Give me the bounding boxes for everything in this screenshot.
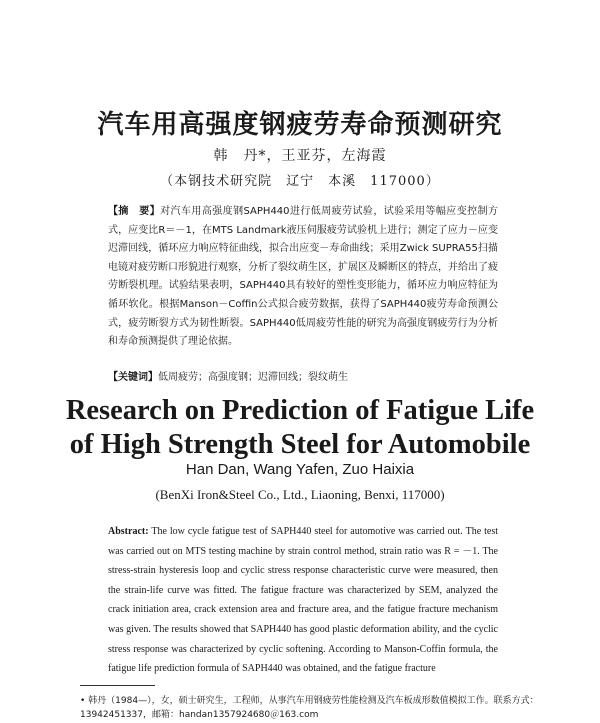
footnote-divider bbox=[80, 685, 155, 686]
chinese-affiliation: （本钢技术研究院 辽宁 本溪 117000） bbox=[160, 174, 440, 189]
chinese-abstract-label: 【摘 要】 bbox=[108, 206, 161, 217]
english-abstract-text: The low cycle fatigue test of SAPH440 steel for automotive was carried out. The test was carried out on MTS testing machine by strain control method, strain ratio was R = －1. The stress-strain hysteresis loop and cyclic stress response characteristic curve were measured, then the strain-life curve was fitted. The fatigue fracture was characterized by SEM, analyzed the crack initiation area, crack extension area and fracture area, and the fatigue fracture mechanism was given. The results showed that SAPH440 has good plastic deformation ability, and the cyclic stress response was characterized by cyclic softening. According to Manson-Coffin formula, the fatigue life prediction formula of SAPH440 was obtained, and the fatigue fracture bbox=[108, 526, 498, 675]
english-abstract bbox=[108, 522, 498, 679]
chinese-keywords bbox=[108, 369, 498, 387]
english-authors: Han Dan, Wang Yafen, Zuo Haixia bbox=[185, 461, 415, 478]
english-title bbox=[0, 394, 600, 462]
chinese-abstract bbox=[108, 203, 498, 352]
chinese-abstract-text: 对汽车用高强度钢SAPH440进行低周疲劳试验，试验采用等幅应变控制方式，应变比R＝－1，在MTS Landmark液压伺服疲劳试验机上进行；测定了应力－应变迟滞回线，循环应力响应特征曲线，拟合出应变－寿命曲线；采用Zwick SUPRA55扫描电镜对疲劳断口形貌进行观察，分析了裂纹萌生区，扩展区及瞬断区的特点，并给出了疲劳断裂机理。试验结果表明，SAPH440具有较好的塑性变形能力，循环应力响应特征为循环软化。根据Manson－Coffin公式拟合疲劳数据，获得了SAPH440疲劳寿命预测公式，疲劳断裂方式为韧性断裂。SAPH440低周疲劳性能的研究为高强度钢疲劳行为分析和寿命预测提供了理论依据。 bbox=[108, 206, 499, 348]
english-title-line-2: of High Strength Steel for Automobile bbox=[69, 429, 531, 460]
chinese-keywords-text: 低周疲劳；高强度钢；迟滞回线；裂纹萌生 bbox=[158, 372, 348, 383]
chinese-keywords-label: 【关键词】 bbox=[108, 372, 158, 383]
english-abstract-label: Abstract: bbox=[108, 526, 149, 537]
chinese-authors: 韩 丹*，王亚芬，左海霞 bbox=[213, 148, 387, 164]
english-title-line-1: Research on Prediction of Fatigue Life bbox=[65, 395, 535, 426]
english-affiliation: (BenXi Iron&Steel Co., Ltd., Liaoning, Benxi, 117000) bbox=[155, 487, 445, 502]
author-footnote: • 韩丹（1984—），女，硕士研究生，工程师，从事汽车用钢疲劳性能检测及汽车板成形数值模拟工作。联系方式：13942451337，邮箱：handan1357924680＠163.com bbox=[80, 696, 539, 720]
chinese-title: 汽车用高强度钢疲劳寿命预测研究 bbox=[97, 110, 503, 140]
